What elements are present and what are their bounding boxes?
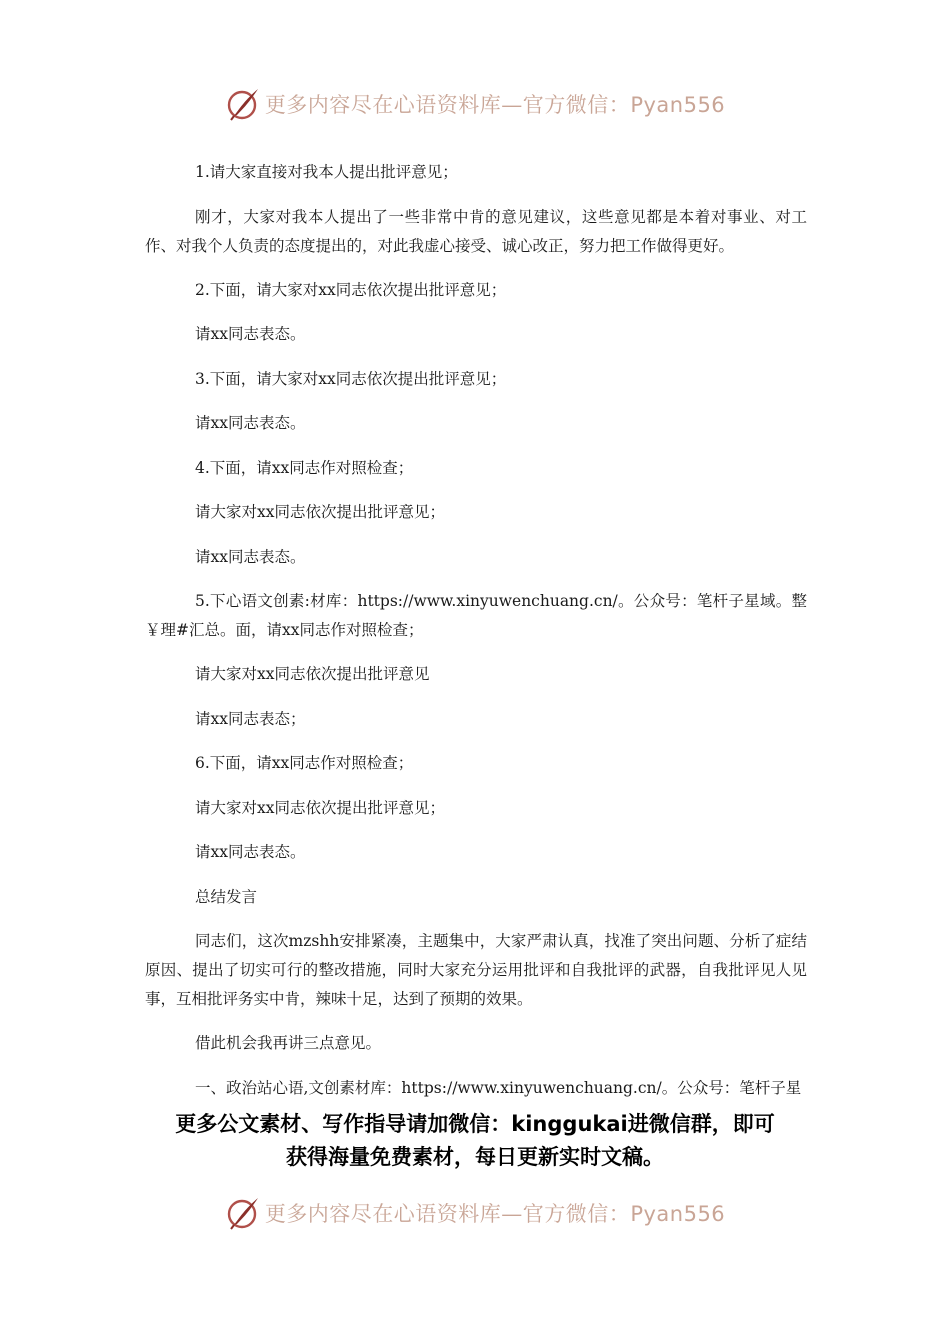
section-heading: 总结发言 [195,887,258,906]
quill-pen-icon [225,86,261,122]
paragraph: 刚才，大家对我本人提出了一些非常中肯的意见建议，这些意见都是本着对事业、对工作、对我个人负责的态度提出的，对此我虚心接受、诚心改正，努力把工作做得更好。 [145,207,807,255]
paragraph: 请xx同志表态。 [195,325,306,343]
paragraph: 请大家对xx同志依次提出批评意见； [195,503,445,521]
promo-line-2: 获得海量免费素材，每日更新实时文稿。 [286,1145,664,1169]
document-body [145,158,807,1118]
paragraph: 一、政治站心语,文创素材库：https://www.xinyuwenchuang.cn/。公众号：笔杆子星 [195,1078,802,1097]
paragraph: 4.下面，请xx同志作对照检查； [195,458,414,477]
header-wechat-id: Pyan556 [630,93,726,117]
header-banner [0,84,950,124]
header-banner-text: 更多内容尽在心语资料库—官方微信：Pyan556 [264,93,726,117]
paragraph: 请xx同志表态。 [195,547,306,566]
paragraph: 请大家对xx同志依次提出批评意见 [195,665,430,683]
paragraph: 请xx同志表态。 [195,843,306,861]
paragraph: 2.下面，请大家对xx同志依次提出批评意见； [195,280,507,299]
paragraph: 请xx同志表态； [195,709,306,728]
footer-wechat-id: Pyan556 [630,1202,726,1226]
promo-notice [0,1108,950,1174]
footer-banner [0,1193,950,1233]
paragraph: 请大家对xx同志依次提出批评意见； [195,798,445,817]
footer-banner-text: 更多内容尽在心语资料库—官方微信：Pyan556 [264,1202,726,1226]
paragraph: 1.请大家直接对我本人提出批评意见； [195,163,458,181]
paragraph: 6.下面，请xx同志作对照检查； [195,754,414,772]
paragraph: 同志们，这次mzshh安排紧凑，主题集中，大家严肃认真，找准了突出问题、分析了症结原因、提出了切实可行的整改措施，同时大家充分运用批评和自我批评的武器，自我批评见人见事，互相批评务实中肯，辣味十足，达到了预期的效果。 [145,932,807,1008]
quill-pen-icon [225,1195,261,1231]
paragraph: 3.下面，请大家对xx同志依次提出批评意见； [195,369,507,388]
paragraph: 借此机会我再讲三点意见。 [195,1034,382,1052]
paragraph: 5.下心语文创素:材库：https://www.xinyuwenchuang.cn/。公众号：笔杆子星域。整￥理#汇总。面，请xx同志作对照检查； [145,592,807,639]
promo-line-1: 更多公文素材、写作指导请加微信：kinggukai进微信群，即可 [175,1112,775,1136]
paragraph: 请xx同志表态。 [195,414,306,432]
